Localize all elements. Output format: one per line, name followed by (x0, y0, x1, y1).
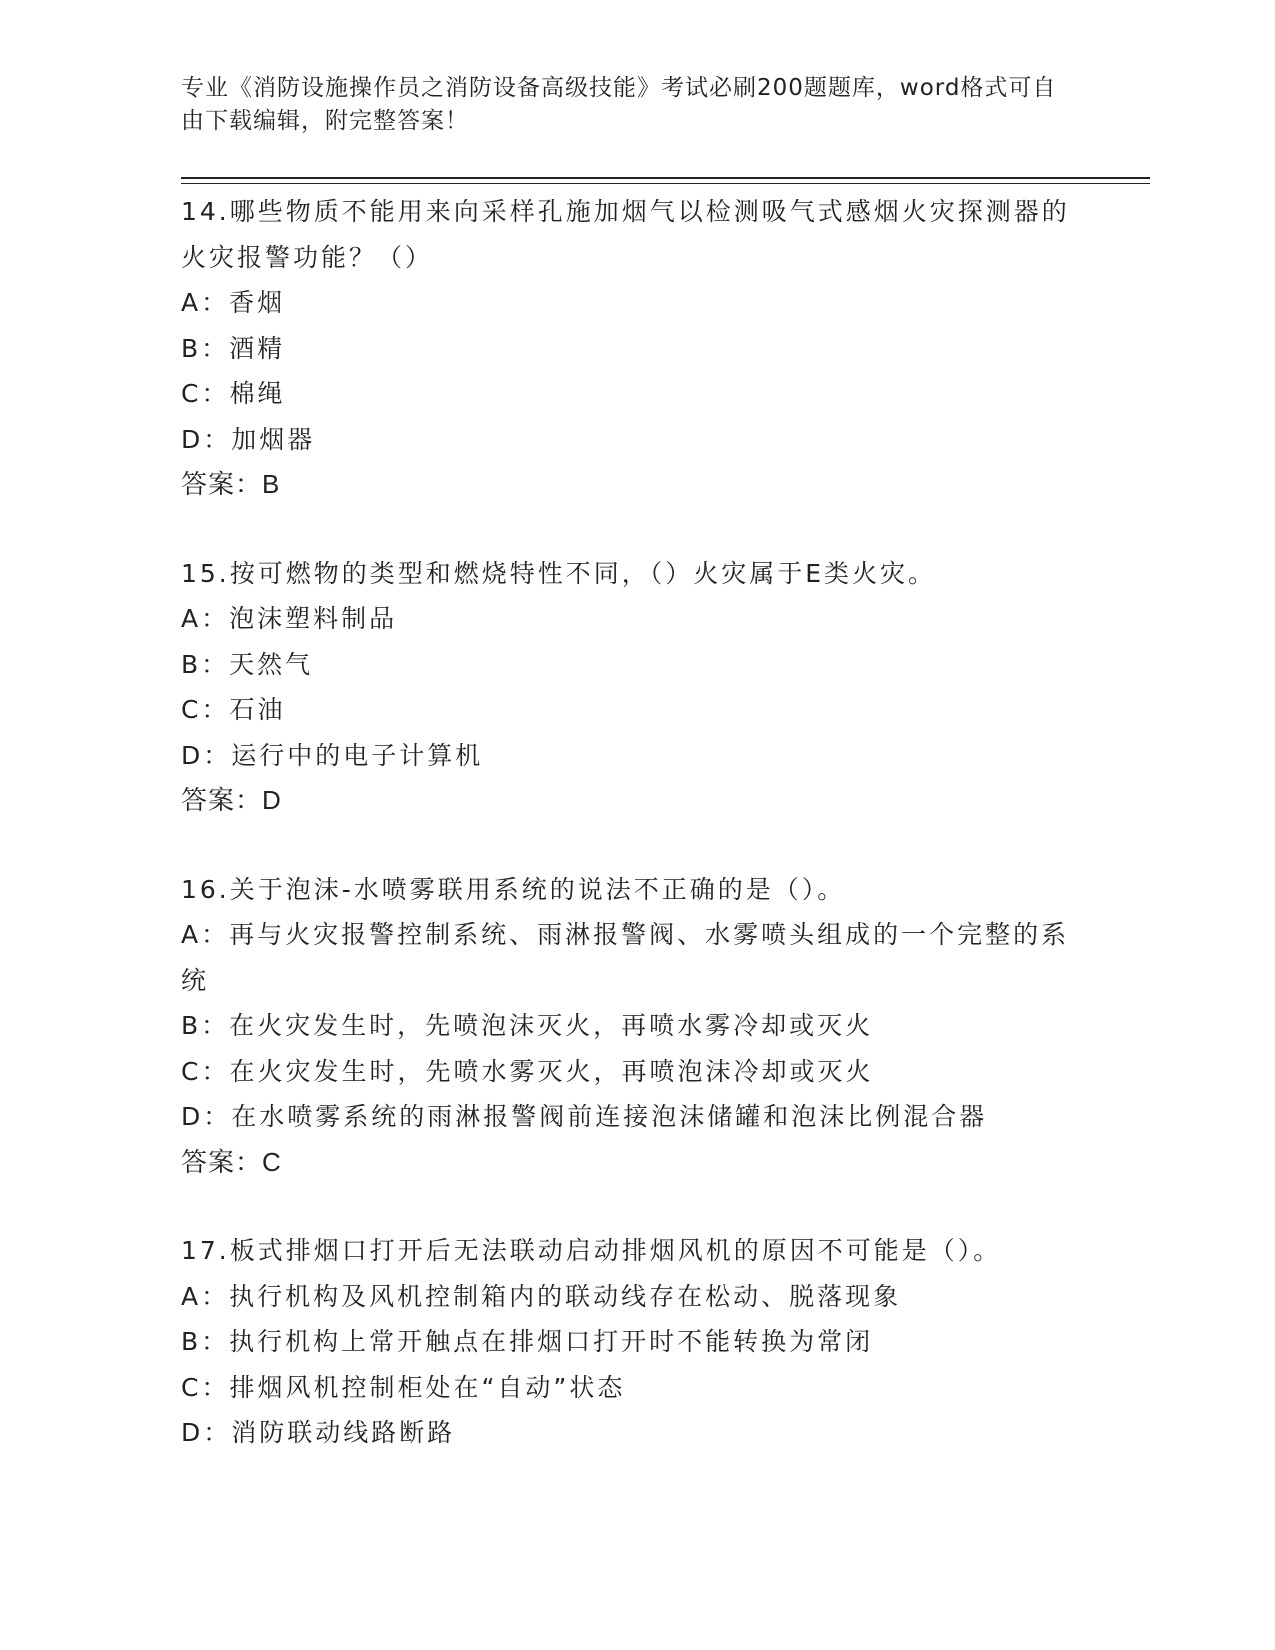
option-a: A：执行机构及风机控制箱内的联动线存在松动、脱落现象 (181, 1281, 902, 1311)
document-header: 专业《消防设施操作员之消防设备高级技能》考试必刷200题题库，word格式可自由下载编辑，附完整答案！ (181, 75, 1057, 134)
answer: 答案：B (181, 469, 281, 499)
question-stem: 17.板式排烟口打开后无法联动启动排烟风机的原因不可能是（）。 (181, 1236, 1002, 1265)
question-17 (181, 1228, 1081, 1456)
header-divider-thin (181, 183, 1150, 184)
question-stem: 15.按可燃物的类型和燃烧特性不同，（）火灾属于E类火灾。 (181, 558, 937, 588)
question-15 (181, 551, 1081, 824)
option-d: D：加烟器 (181, 424, 316, 454)
question-stem: 16.关于泡沫-水喷雾联用系统的说法不正确的是（）。 (181, 874, 846, 904)
question-14 (181, 189, 1081, 508)
option-b: B：在火灾发生时，先喷泡沫灭火，再喷水雾冷却或灭火 (181, 1011, 874, 1040)
answer: 答案：C (181, 1146, 282, 1177)
option-c: C：棉绳 (181, 379, 286, 408)
option-d: D：消防联动线路断路 (181, 1418, 456, 1447)
question-16 (181, 867, 1081, 1186)
answer: 答案：D (181, 785, 282, 815)
option-b: B：执行机构上常开触点在排烟口打开时不能转换为常闭 (181, 1327, 874, 1356)
option-b: B：酒精 (181, 333, 286, 363)
option-a: A：泡沫塑料制品 (181, 604, 398, 633)
header-divider-thick (181, 177, 1150, 179)
option-b: B：天然气 (181, 649, 314, 679)
option-a: A：再与火灾报警控制系统、雨淋报警阀、水雾喷头组成的一个完整的系统 (181, 920, 1070, 995)
option-a: A：香烟 (181, 288, 286, 317)
option-c: C：石油 (181, 695, 286, 724)
option-d: D：在水喷雾系统的雨淋报警阀前连接泡沫储罐和泡沫比例混合器 (181, 1102, 988, 1131)
option-c: C：排烟风机控制柜处在“自动”状态 (181, 1372, 626, 1402)
question-list (181, 189, 1081, 1499)
option-c: C：在火灾发生时，先喷水雾灭火，再喷泡沫冷却或灭火 (181, 1056, 874, 1086)
question-stem: 14.哪些物质不能用来向采样孔施加烟气以检测吸气式感烟火灾探测器的火灾报警功能？（） (181, 197, 1070, 272)
option-d: D：运行中的电子计算机 (181, 740, 484, 770)
